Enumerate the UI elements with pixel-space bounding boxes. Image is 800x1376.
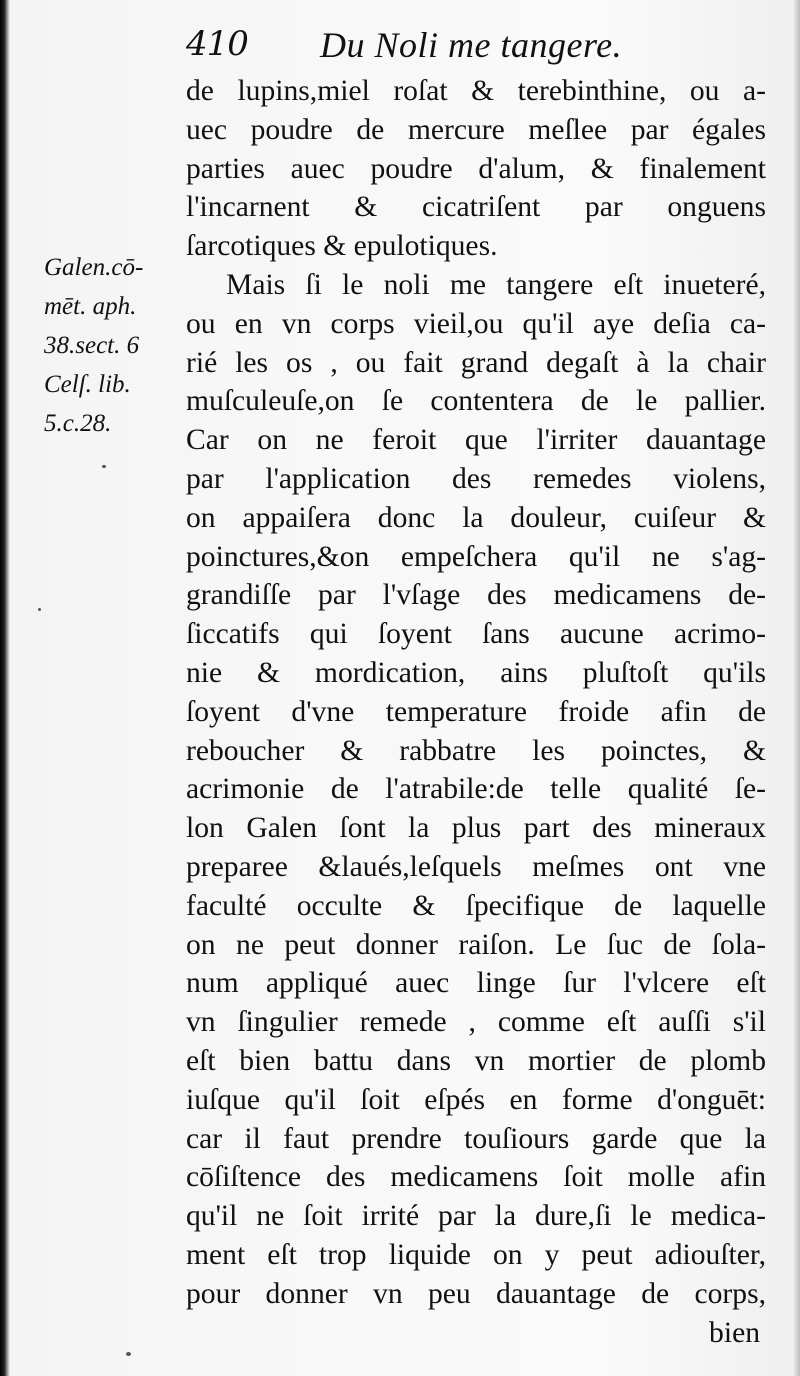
margin-line: 38.sect. 6	[44, 332, 140, 359]
margin-line: Galen.cō-	[44, 254, 144, 281]
text-line: ou en vn corps vieil,ou qu'il aye deſia ca-	[186, 307, 766, 340]
text-line: on ne peut donner raiſon. Le ſuc de ſola-	[186, 928, 766, 961]
ink-speck	[126, 1352, 131, 1356]
text-line: vn ſingulier remede , comme eſt auſſi s'il	[186, 1006, 766, 1039]
text-line: rié les os , ou fait grand degaſt à la chair	[186, 346, 766, 379]
text-line: pour donner vn peu dauantage de corps,	[186, 1277, 766, 1310]
main-text-block	[186, 72, 766, 1352]
text-line: nie & mordication, ains pluſtoſt qu'ils	[186, 656, 766, 689]
text-line: de lupins,miel roſat & terebinthine, ou a-	[186, 75, 766, 107]
text-line: cōſiſtence des medicamens ſoit molle afin	[186, 1161, 766, 1194]
text-line: on appaiſera donc la douleur, cuiſeur &	[186, 501, 766, 534]
text-line: car il faut prendre touſiours garde que la	[186, 1122, 766, 1155]
gutter-shadow	[0, 0, 7, 1376]
page-header	[182, 18, 782, 74]
text-line: preparee &laués,leſquels meſmes ont vne	[186, 850, 766, 883]
text-line: ſoyent d'vne temperature froide afin de	[186, 695, 766, 728]
page-number: 410	[186, 24, 248, 64]
text-line: acrimonie de l'atrabile:de telle qualité ſe-	[186, 773, 766, 806]
text-line: par l'application des remedes violens,	[186, 462, 766, 495]
text-line: poinctures,&on empeſchera qu'il ne s'ag-	[186, 540, 766, 573]
text-line: parties auec poudre d'alum, & finalement	[186, 152, 766, 185]
catchword: bien	[709, 1316, 760, 1349]
margin-line: 5.c.28.	[44, 410, 112, 437]
marginal-citation	[44, 248, 184, 443]
text-line: uec poudre de mercure meſlee par égales	[186, 113, 766, 146]
text-line: num appliqué auec linge ſur l'vlcere eſt	[186, 967, 766, 1000]
text-line: lon Galen ſont la plus part des mineraux	[186, 812, 766, 845]
margin-line: Celſ. lib.	[44, 371, 131, 398]
text-line: ſarcotiques & epulotiques.	[186, 230, 498, 263]
text-line: l'incarnent & cicatriſent par onguens	[186, 191, 766, 224]
text-line: faculté occulte & ſpecifique de laquelle	[186, 889, 766, 922]
ink-speck	[102, 465, 106, 468]
text-line: eſt bien battu dans vn mortier de plomb	[186, 1044, 766, 1077]
text-line: Car on ne feroit que l'irriter dauantage	[186, 424, 766, 457]
text-line: muſculeuſe,on ſe contentera de le pallier.	[186, 385, 766, 418]
running-head: Du Noli me tangere.	[320, 25, 623, 65]
ink-speck	[38, 608, 41, 611]
margin-line: mēt. aph.	[44, 293, 137, 320]
text-line: iuſque qu'il ſoit eſpés en forme d'onguēt:	[186, 1083, 766, 1116]
text-line: Mais ſi le noli me tangere eſt inueteré,	[226, 268, 766, 301]
text-line: ment eſt trop liquide on y peut adiouſter,	[186, 1238, 766, 1271]
text-line: qu'il ne ſoit irrité par la dure,ſi le medica-	[186, 1200, 766, 1233]
text-line: reboucher & rabbatre les poinctes, &	[186, 734, 766, 767]
text-line: ſiccatifs qui ſoyent ſans aucune acrimo-	[186, 618, 766, 651]
text-line: grandiſſe par l'vſage des medicamens de-	[186, 579, 766, 612]
page-fore-edge	[794, 0, 800, 1376]
